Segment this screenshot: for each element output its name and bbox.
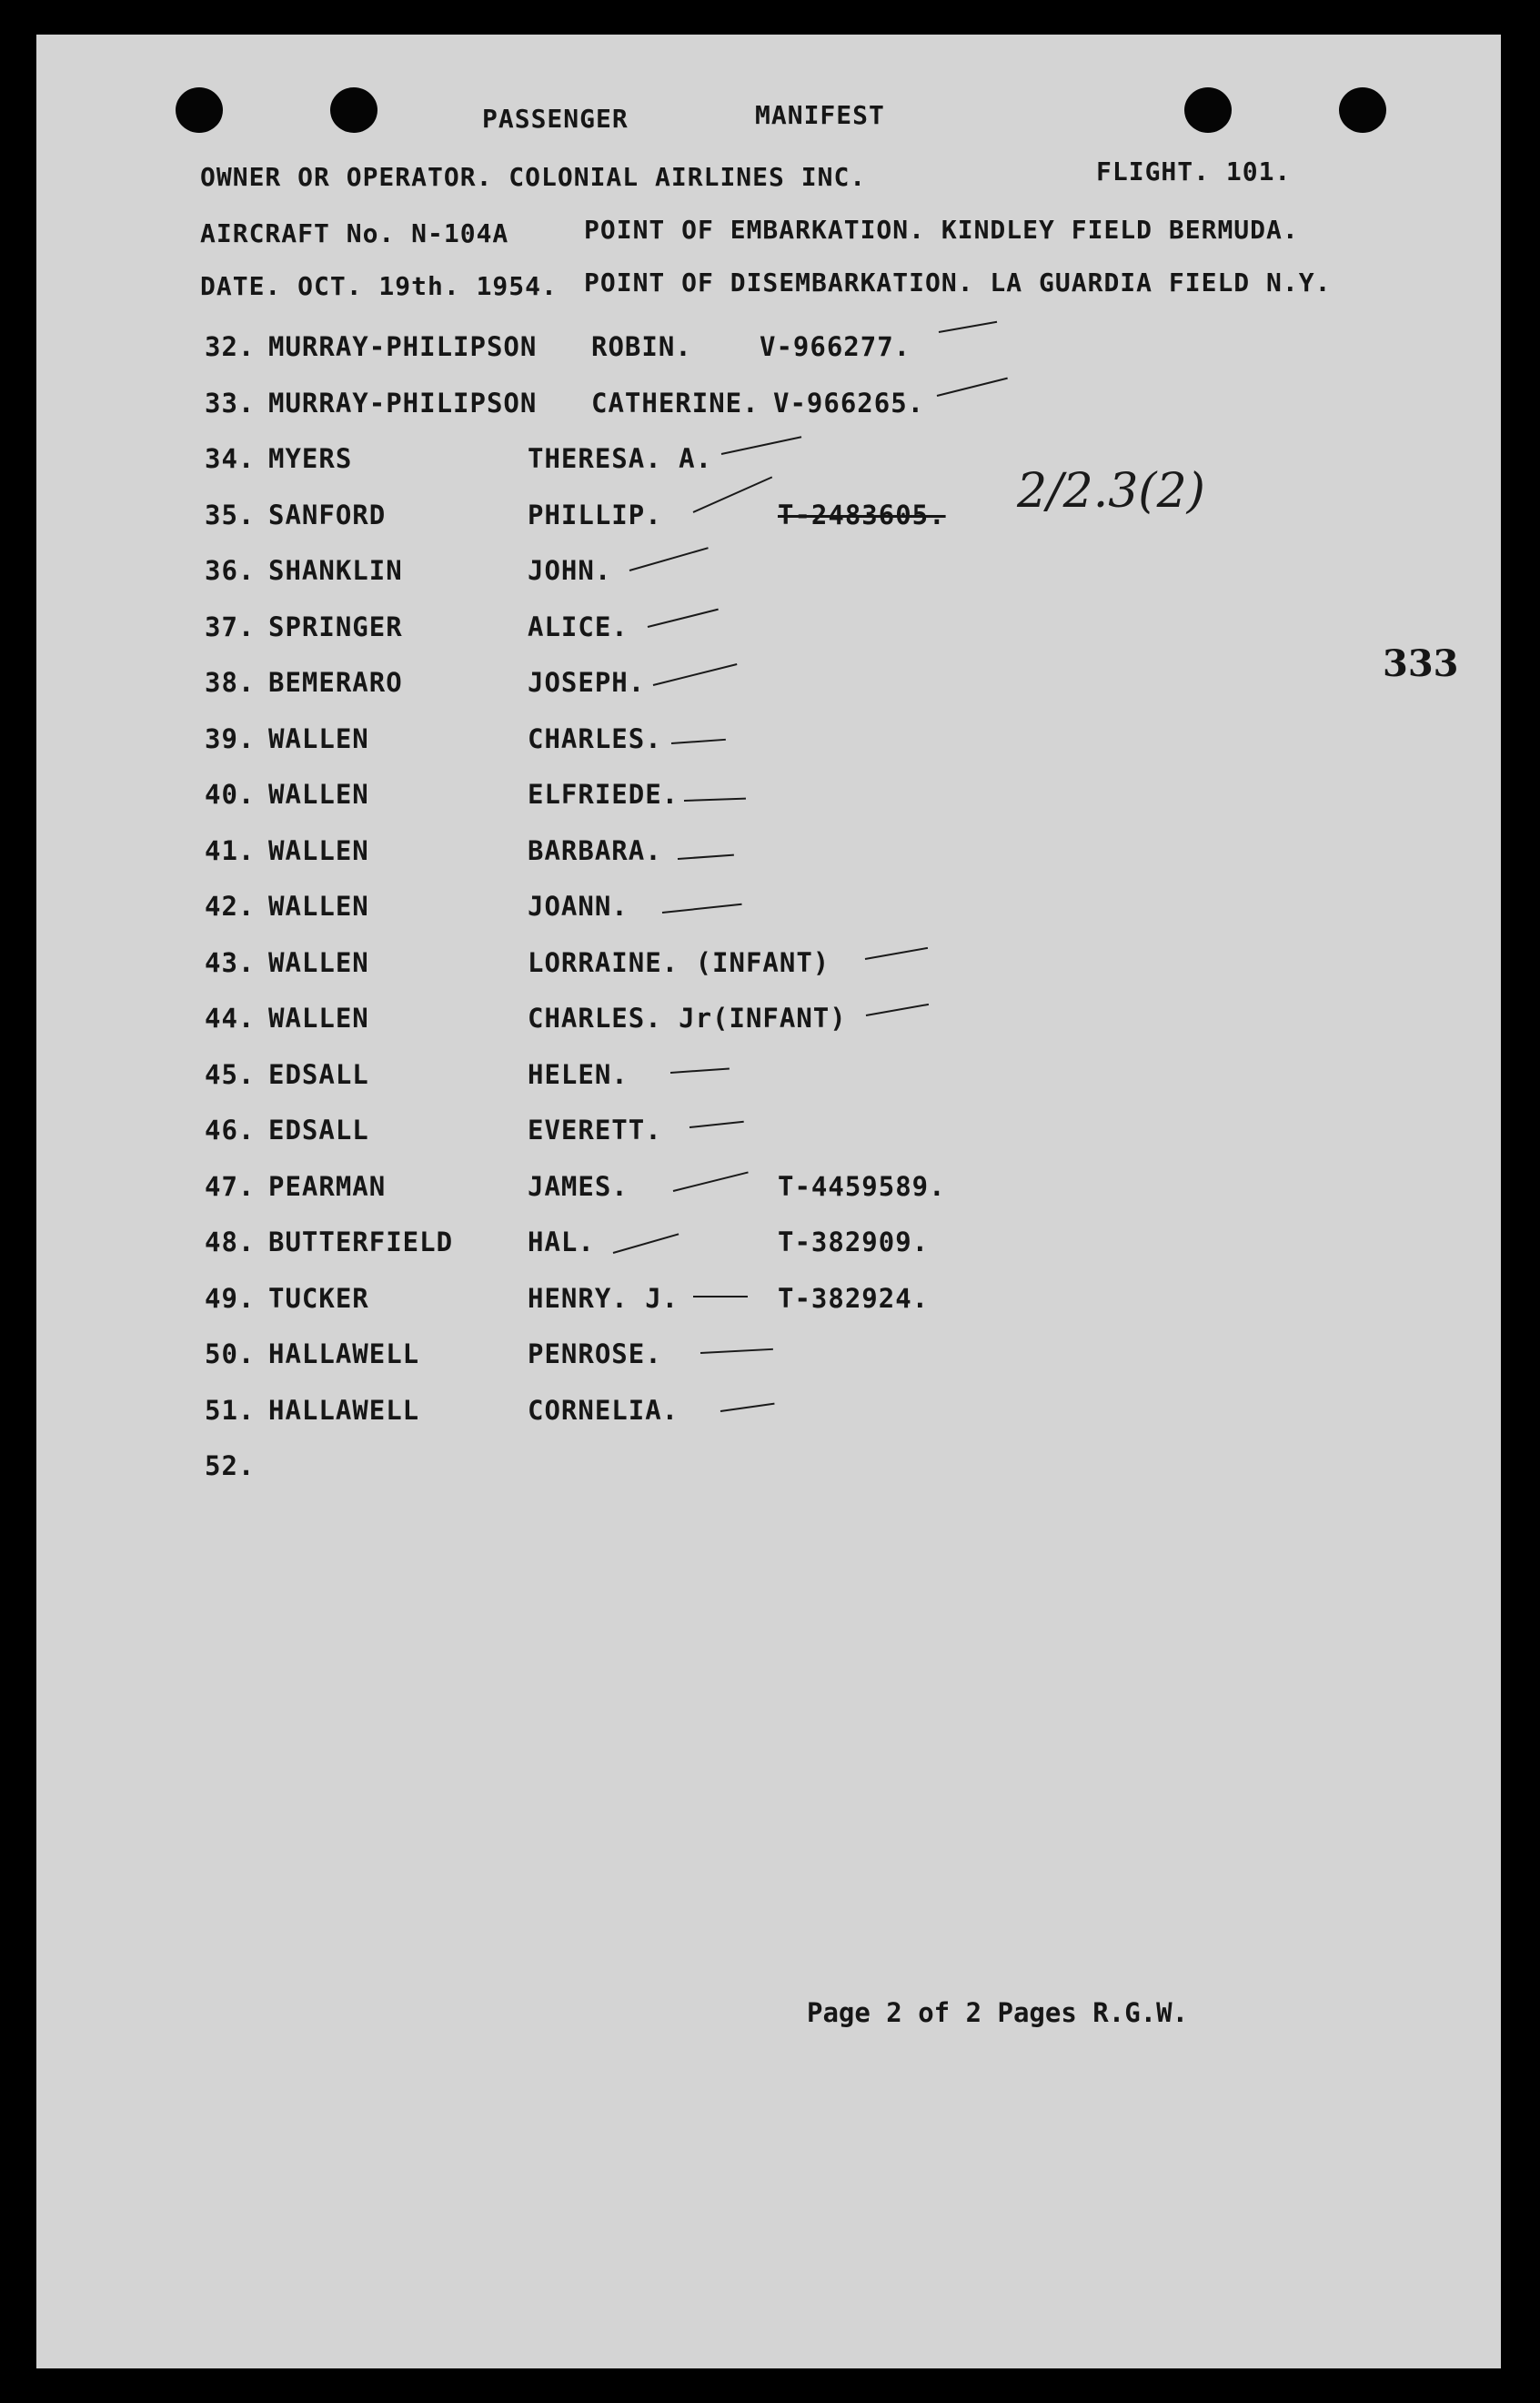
passenger-document-number: T-4459589.: [778, 1170, 946, 1202]
passenger-number: 48.: [205, 1227, 256, 1257]
passenger-surname: BUTTERFIELD: [268, 1227, 454, 1257]
passenger-surname: TUCKER: [268, 1282, 369, 1314]
passenger-document-number: V-966265.: [773, 387, 925, 419]
passenger-number: 34.: [205, 443, 256, 474]
check-mark: [671, 739, 726, 744]
passenger-given-name: EVERETT.: [528, 1115, 662, 1146]
check-mark: [662, 904, 742, 914]
check-mark: [673, 1171, 749, 1192]
page-footer: Page 2 of 2 Pages R.G.W.: [807, 1997, 1189, 2028]
passenger-surname: EDSALL: [268, 1115, 369, 1146]
passenger-number: 41.: [205, 834, 256, 866]
punch-hole-icon: [176, 87, 223, 133]
passenger-number: 35.: [205, 499, 256, 530]
passenger-surname: HALLAWELL: [268, 1394, 420, 1426]
passenger-number: 51.: [205, 1394, 256, 1426]
passenger-number: 40.: [205, 779, 256, 810]
check-mark: [653, 663, 738, 686]
passenger-given-name: CHARLES.: [528, 722, 662, 754]
punch-hole-icon: [1339, 87, 1386, 133]
passenger-number: 39.: [205, 722, 256, 754]
passenger-number: 52.: [205, 1450, 256, 1481]
check-mark: [865, 947, 928, 960]
passenger-given-name: HELEN.: [528, 1058, 629, 1090]
passenger-given-name: ELFRIEDE.: [528, 779, 679, 810]
passenger-given-name: JAMES.: [528, 1170, 629, 1202]
check-mark: [939, 321, 997, 333]
passenger-document-number: T-2483605.: [778, 499, 946, 530]
passenger-number: 43.: [205, 946, 256, 978]
passenger-number: 49.: [205, 1282, 256, 1314]
punch-hole-icon: [330, 87, 377, 133]
passenger-number: 37.: [205, 611, 256, 642]
passenger-surname: PEARMAN: [268, 1170, 387, 1202]
passenger-given-name: JOANN.: [528, 891, 629, 922]
passenger-surname: MYERS: [268, 443, 353, 474]
manifest-page: [36, 35, 1501, 2368]
punch-hole-icon: [1184, 87, 1232, 133]
passenger-surname: SPRINGER: [268, 611, 403, 642]
handwritten-annotation: 2/2.3(2): [1017, 464, 1205, 519]
passenger-number: 36.: [205, 555, 256, 586]
check-mark: [689, 1121, 744, 1128]
passenger-document-number: T-382909.: [778, 1227, 930, 1257]
passenger-surname: MURRAY-PHILIPSON: [268, 387, 538, 419]
passenger-given-name: ROBIN.: [591, 331, 692, 362]
passenger-given-name: HAL.: [528, 1227, 595, 1257]
title-manifest: MANIFEST: [755, 100, 885, 130]
check-mark: [720, 1403, 775, 1412]
passenger-number: 50.: [205, 1338, 256, 1369]
passenger-number: 33.: [205, 387, 256, 419]
passenger-given-name: JOSEPH.: [528, 667, 646, 698]
point-of-disembarkation: POINT OF DISEMBARKATION. LA GUARDIA FIELD N.Y.: [584, 268, 1332, 298]
passenger-surname: BEMERARO: [268, 667, 403, 698]
passenger-given-name: PENROSE.: [528, 1338, 662, 1369]
passenger-surname: HALLAWELL: [268, 1338, 420, 1369]
passenger-number: 42.: [205, 891, 256, 922]
passenger-given-name: LORRAINE. (INFANT): [528, 946, 830, 978]
check-mark: [678, 854, 734, 860]
check-mark: [693, 1296, 748, 1297]
check-mark: [721, 436, 801, 455]
check-mark: [670, 1067, 730, 1074]
passenger-number: 47.: [205, 1170, 256, 1202]
passenger-given-name: HENRY. J.: [528, 1282, 679, 1314]
passenger-given-name: CHARLES. Jr(INFANT): [528, 1003, 847, 1034]
passenger-surname: WALLEN: [268, 722, 369, 754]
check-mark: [684, 798, 746, 802]
check-mark: [648, 609, 719, 628]
passenger-number: 44.: [205, 1003, 256, 1034]
check-mark: [693, 476, 773, 512]
passenger-given-name: THERESA. A.: [528, 443, 713, 474]
date: DATE. OCT. 19th. 1954.: [200, 271, 558, 301]
check-mark: [629, 547, 709, 571]
title-passenger: PASSENGER: [482, 104, 629, 134]
passenger-surname: SANFORD: [268, 499, 387, 530]
passenger-given-name: ALICE.: [528, 611, 629, 642]
flight-number: FLIGHT. 101.: [1096, 156, 1292, 187]
check-mark: [866, 1004, 929, 1016]
passenger-surname: WALLEN: [268, 779, 369, 810]
passenger-surname: SHANKLIN: [268, 555, 403, 586]
passenger-given-name: CATHERINE.: [591, 387, 760, 419]
passenger-number: 38.: [205, 667, 256, 698]
passenger-document-number: V-966277.: [760, 331, 911, 362]
passenger-number: 32.: [205, 331, 256, 362]
aircraft-number: AIRCRAFT No. N-104A: [200, 218, 509, 248]
passenger-given-name: PHILLIP.: [528, 499, 662, 530]
passenger-number: 46.: [205, 1115, 256, 1146]
sheet-number: 333: [1383, 642, 1459, 685]
passenger-surname: WALLEN: [268, 834, 369, 866]
passenger-surname: WALLEN: [268, 891, 369, 922]
passenger-surname: WALLEN: [268, 1003, 369, 1034]
passenger-document-number: T-382924.: [778, 1282, 930, 1314]
point-of-embarkation: POINT OF EMBARKATION. KINDLEY FIELD BERMUDA.: [584, 215, 1299, 245]
passenger-surname: MURRAY-PHILIPSON: [268, 331, 538, 362]
passenger-given-name: BARBARA.: [528, 834, 662, 866]
check-mark: [613, 1233, 679, 1254]
check-mark: [700, 1348, 773, 1354]
passenger-surname: EDSALL: [268, 1058, 369, 1090]
passenger-given-name: CORNELIA.: [528, 1394, 679, 1426]
passenger-surname: WALLEN: [268, 946, 369, 978]
passenger-given-name: JOHN.: [528, 555, 612, 586]
check-mark: [937, 378, 1008, 397]
passenger-number: 45.: [205, 1058, 256, 1090]
owner-operator: OWNER OR OPERATOR. COLONIAL AIRLINES INC.: [200, 162, 867, 192]
